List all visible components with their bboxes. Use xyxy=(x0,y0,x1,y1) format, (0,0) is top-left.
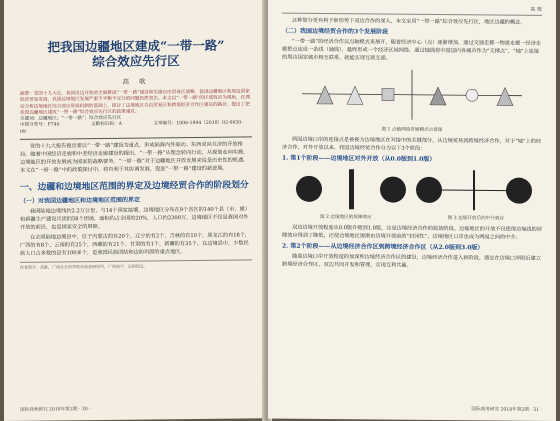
paragraph: 这种划分更有利于新形势下双边合作的深入，本文采用“一带一路”综合效应先行区，地区边疆的概念。 xyxy=(292,17,526,26)
title-line-1: 把我国边疆地区建成“一带一路” xyxy=(47,37,225,55)
node-triangle xyxy=(317,86,333,104)
paragraph: 双边边境开放程度从0.0版升级到1.0版，这是边境经济合作的起始阶段。边境地区的开放不仅使得边境线的屏障效应得到了降低，还使边境地区逐渐由边境开放前的“封闭性”，边境地区口岸也成为两国之间的中介。 xyxy=(282,224,542,241)
paragraph: “一带一路”的经济合作以点轴模式来展开，随着经济中心（点）逐渐增加，通过交通走廊一物流走廊一经济走廊把点连成一条线（轴线），最终形成一个经济区域网络。通过轴线将中国国内各城市作为“支撑点”，“轴”上连接的周边国家城市相互联系，就能实现互联互通。 xyxy=(282,38,542,62)
node-triangle xyxy=(347,86,363,104)
border-line xyxy=(473,170,475,210)
abstract: 摘要：党的十九大后，我国沿边开放的全面推进“一带一路”建设和实施自由贸易区战略，促进边疆地区和周边国家经济贸易发展，我国边境地区发展严重不平衡不充分的问题仍然突出。本文以“一带一路”的区域效应为视角，在理论分析边境地区综合效应形成机制的基础上，探讨了边境地区自由贸易区和跨境经济合作区建设的路径，提出了把我国边疆地区建成“一带一路”综合效应先行区的政策建议。 xyxy=(20,89,250,116)
border-barrier xyxy=(349,169,354,209)
node-triangle xyxy=(430,87,446,105)
figure-1-caption: 图 1 点轴网络发展模式示意图 xyxy=(381,127,443,134)
country-circle-left xyxy=(416,177,442,203)
left-page xyxy=(4,0,266,421)
figure-1-diagram xyxy=(292,64,532,126)
subsection-heading: （一）对我国边疆地区和边境地区范围的界定 xyxy=(20,196,141,205)
page-footer: 国际商务研究 2018年第2期 · 30 · xyxy=(20,407,91,413)
paragraph: 随着边境口岸开放程度的加深和边境经济合作区的建设，边境经济合作进入新阶段。通过在边境口岸附近建立跨境经济合作区，双边共同开发和管理，实现互利共赢。 xyxy=(282,253,542,269)
node-circle xyxy=(466,89,478,101)
figure-2-diagram xyxy=(287,165,537,215)
paragraph: 党的十九大报告提出要以“一带一路”建设为重点，形成陆海内外联动、东西双向互济的开放格局。随着中国经济走廊和中老经济走廊建设的提出，“一带一路”从理念转向行动，从规划走向实施，边境地区的开放发展成为国家的战略要务。“一带一路”对于边疆地区开放发展来说是历史性的机遇。本文在“一带一路”中的政策探讨中，将有利于其协调发展，促进“一带一路”建设的新进展。 xyxy=(20,141,249,174)
figure-2-captions xyxy=(282,214,542,222)
right-page xyxy=(268,0,556,421)
title-line-2: 综合效应先行区 xyxy=(92,53,180,70)
paragraph: 我国陆地边境线约2.2万公里，与14个国家接壤，边境地区分布在9个省区的140个县（市、旗）和新疆生产建设兵团的58个团场，面积约占全国的20%，人口约2300万。边境地区不仅是我国对外开放的前沿，也是国家安全的屏障。 xyxy=(20,206,250,231)
section-heading: 一、边疆和边境地区范围的界定及边境经贸合作的阶段划分 xyxy=(20,180,249,193)
country-circle-right xyxy=(506,178,532,204)
running-head: 高 歌 xyxy=(282,4,542,16)
country-circle-left xyxy=(296,176,322,202)
figure-2-caption: 图 2 边境地区的屏障效应 xyxy=(319,214,372,221)
figure-3-caption: 图 3 边境开放后的中介效应 xyxy=(447,216,505,222)
article-title xyxy=(20,37,252,69)
paragraph: 两国边境口岸的连接点是被视为边境地区在对接中的关键部分。从边境贸易到跨境经济合作，对于“轴”上的经济合作，对外开放以来，我国边境经贸合作分为以下3个阶段： xyxy=(282,136,542,152)
doc-code: 文献标识码：A xyxy=(91,122,122,128)
footnote: 作者简介：高歌，广西社会科学院东南亚研究所，广西南宁，530022。 xyxy=(20,259,252,270)
country-circle-right xyxy=(380,176,406,202)
node-square xyxy=(382,88,394,100)
stage-heading: 2. 第2个阶段——从边境经济合作区到跨境经济合作区（从2.0版到3.0版） xyxy=(282,242,484,252)
keywords: 关键词：边疆地区；“一带一路”；综合效应先行区 xyxy=(20,115,122,123)
page-footer: 国际商务研究 2018年第2期 · 31 · xyxy=(471,407,542,413)
node-triangle xyxy=(497,87,513,105)
subsection-heading: （二）我国边境经贸合作的3个发展阶段 xyxy=(282,27,389,36)
article-number: 文章编号：1006-1894（2018）02-0030-09 xyxy=(20,120,243,135)
divider xyxy=(20,136,252,139)
stage-heading: 1. 第1个阶段——边境地区对外开放（从0.0版到1.0版） xyxy=(282,154,436,163)
article-meta xyxy=(20,121,252,136)
paragraph: 在全国陆地边境县中，位于内蒙古的有20个，辽宁的有2个，吉林的有10个，黑龙江的有18个，广西的有8个，云南的有25个，西藏的有21个，甘肃的有1个，新疆的有35个。在边境县中，少数民族人口占多数的县有100多个，是我国民族团结和边防巩固的重点地区。 xyxy=(20,232,251,257)
author: 高 歌 xyxy=(122,77,150,86)
clc-number: 中图分类号：F740 xyxy=(20,122,60,129)
